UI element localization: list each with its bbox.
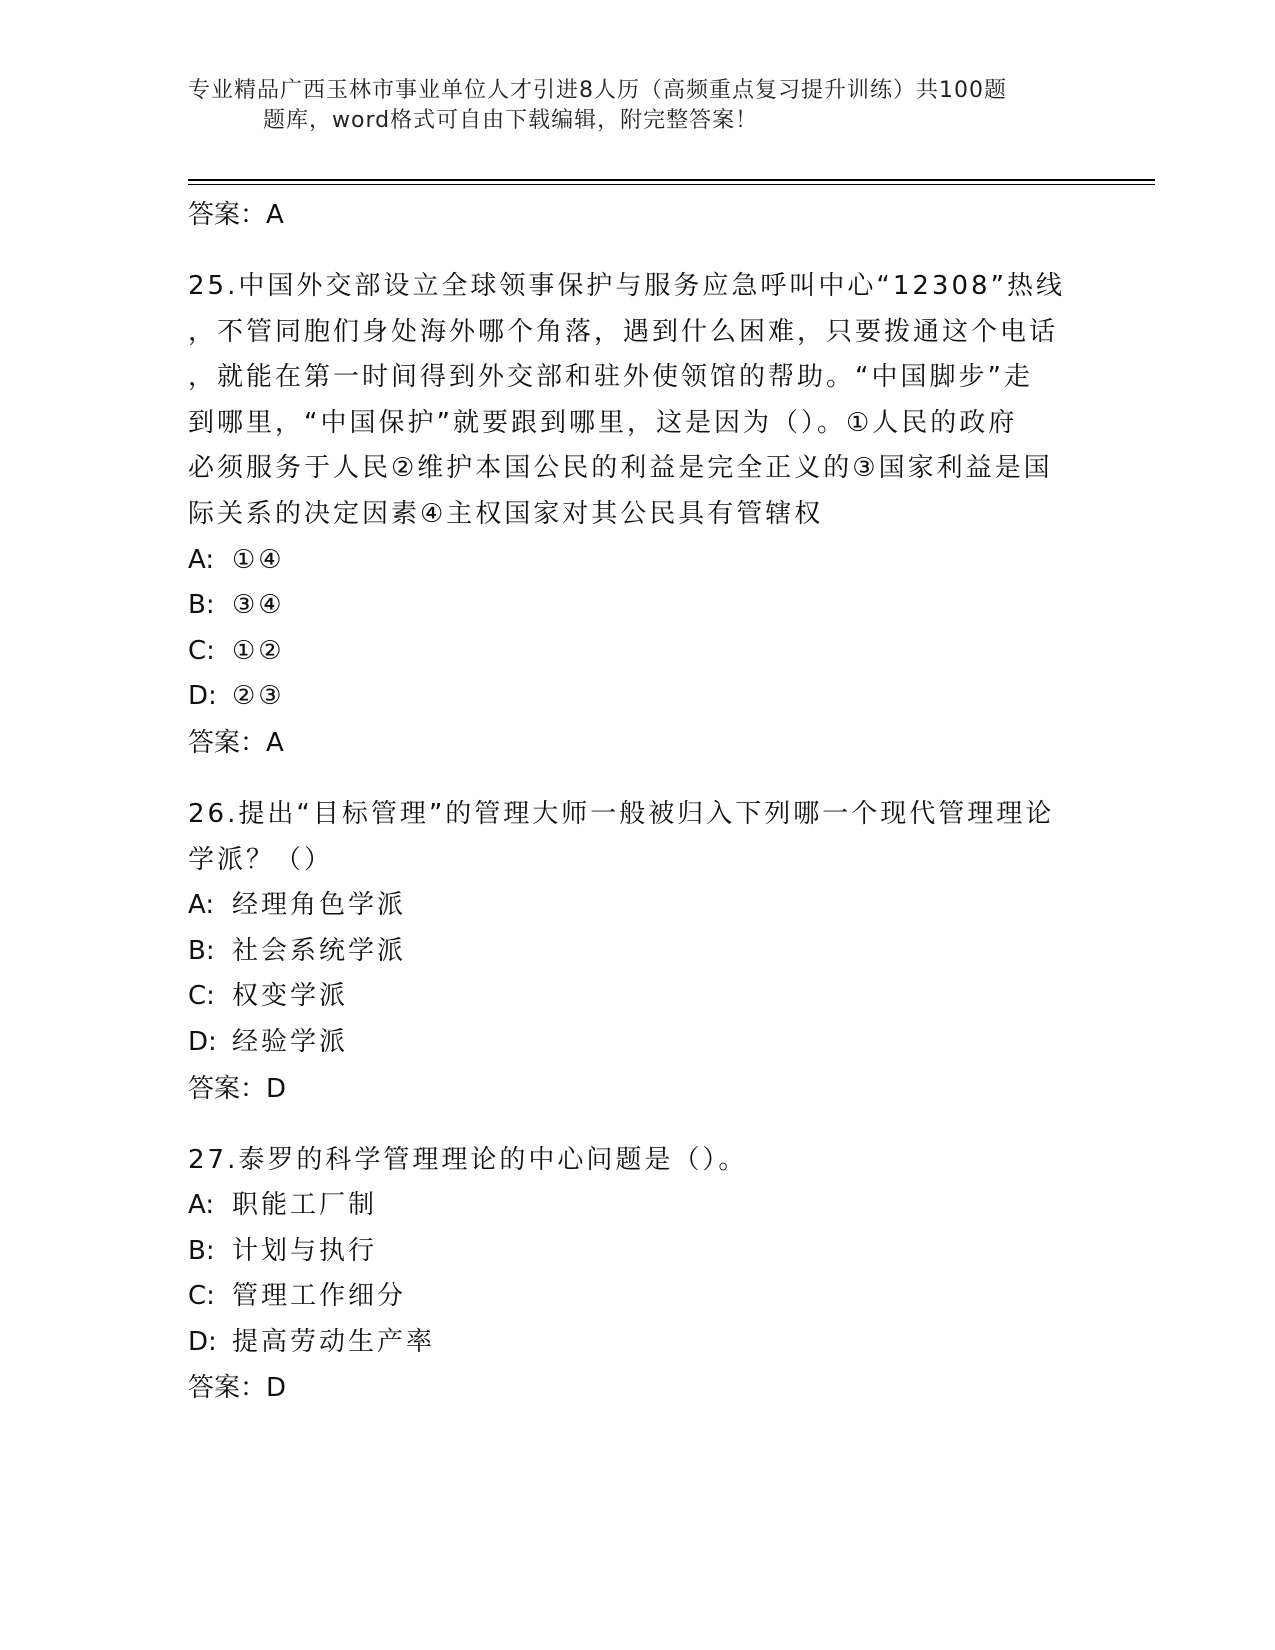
previous-question-answer: 答案：A <box>188 200 284 230</box>
option-text: 职能工厂制 <box>232 1190 378 1221</box>
option-b <box>188 1229 1088 1275</box>
option-text: 经验学派 <box>232 1026 349 1057</box>
option-text: 计划与执行 <box>232 1235 378 1266</box>
option-text: ①④ <box>232 544 285 575</box>
document-header <box>188 76 1088 136</box>
option-key: B: <box>188 935 215 966</box>
question-text: 26.提出“目标管理”的管理大师一般被归入下列哪一个现代管理理论 学派？（） <box>188 798 1055 875</box>
option-text: 经理角色学派 <box>232 890 407 921</box>
option-key: D: <box>188 1326 217 1357</box>
header-title-line-1: 专业精品广西玉林市事业单位人才引进8人历（高频重点复习提升训练）共100题 <box>188 78 1007 103</box>
header-divider-thin <box>188 184 1155 185</box>
option-b <box>188 929 1088 975</box>
option-key: A: <box>188 890 215 921</box>
question-text: 25.中国外交部设立全球领事保护与服务应急呼叫中心“12308”热线 ，不管同胞们身处海外哪个角落，遇到什么困难，只要拨通这个电话 ，就能在第一时间得到外交部和驻外使领馆的帮助。“中国脚步”走 到哪里，“中国保护”就要跟到哪里，这是因为（）。①人民的政府 必须服务于人民②维护本国公民的利益是完全正义的③国家利益是国 际关系的决定因素④主权国家对其公民具有管辖权 <box>188 271 1065 529</box>
option-text: 管理工作细分 <box>232 1281 407 1312</box>
option-text: ②③ <box>232 681 285 712</box>
question-answer: 答案：D <box>188 1373 287 1404</box>
option-text: 权变学派 <box>232 981 349 1012</box>
option-d <box>188 1020 1088 1066</box>
option-b <box>188 583 1088 629</box>
option-key: A: <box>188 1190 215 1221</box>
option-a <box>188 883 1088 929</box>
option-key: B: <box>188 590 215 621</box>
question-27 <box>188 1138 1088 1412</box>
option-key: A: <box>188 544 215 575</box>
option-text: 提高劳动生产率 <box>232 1326 436 1357</box>
option-key: C: <box>188 635 215 666</box>
option-d <box>188 1320 1088 1366</box>
header-divider-thick <box>188 179 1155 181</box>
question-list <box>188 192 1088 1411</box>
question-25 <box>188 264 1088 766</box>
option-key: C: <box>188 981 215 1012</box>
option-c <box>188 1274 1088 1320</box>
option-d <box>188 674 1088 720</box>
question-answer: 答案：A <box>188 727 284 758</box>
question-answer: 答案：D <box>188 1073 287 1104</box>
option-key: D: <box>188 681 217 712</box>
question-26 <box>188 792 1088 1112</box>
question-text: 27.泰罗的科学管理理论的中心问题是（）。 <box>188 1144 748 1175</box>
option-c <box>188 629 1088 675</box>
option-key: C: <box>188 1281 215 1312</box>
header-title-line-2: 题库，word格式可自由下载编辑，附完整答案！ <box>263 108 759 133</box>
option-text: 社会系统学派 <box>232 935 407 966</box>
option-c <box>188 974 1088 1020</box>
option-text: ①② <box>232 635 285 666</box>
option-key: D: <box>188 1026 217 1057</box>
option-text: ③④ <box>232 590 285 621</box>
option-key: B: <box>188 1235 215 1266</box>
option-a <box>188 538 1088 584</box>
option-a <box>188 1183 1088 1229</box>
